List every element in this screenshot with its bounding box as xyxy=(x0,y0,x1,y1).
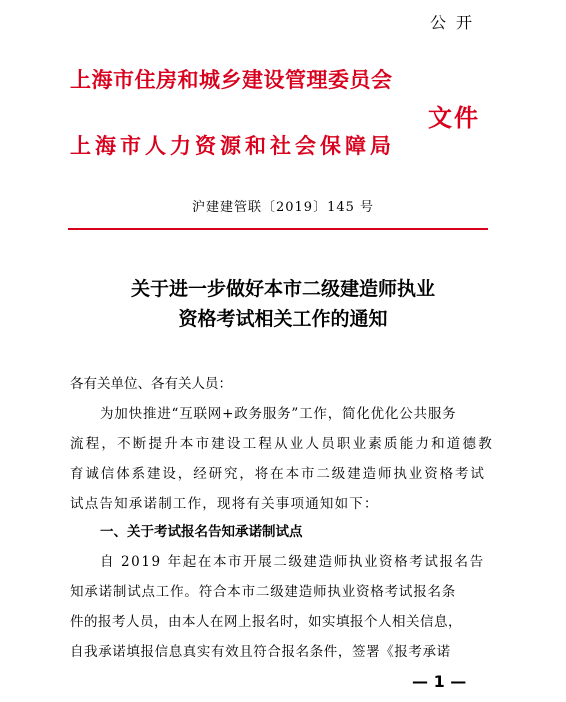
red-divider xyxy=(68,228,488,230)
paragraph-2-line: 知承诺制试点工作。符合本市二级建造师执业资格考试报名条 xyxy=(70,584,457,600)
paragraph-1-line: 育诚信体系建设，经研究，将在本市二级建造师执业资格考试 xyxy=(70,466,486,482)
document-title-line-1: 关于进一步做好本市二级建造师执业 xyxy=(130,278,435,300)
paragraph-1-line: 试点告知承诺制工作，现将有关事项通知如下： xyxy=(70,496,379,512)
document-title-line-2: 资格考试相关工作的通知 xyxy=(178,308,388,330)
disclosure-label: 公开 xyxy=(430,13,483,32)
paragraph-1-line: 为加快推进“互联网+政务服务”工作，简化优化公共服务 xyxy=(100,406,457,422)
paragraph-2-line: 件的报考人员，由本人在网上报名时，如实填报个人相关信息， xyxy=(70,614,462,630)
issuer-hr-bureau: 上海市人力资源和社会保障局 xyxy=(70,134,395,158)
document-number: 沪建建管联〔2019〕145 号 xyxy=(191,200,375,215)
greeting: 各有关单位、各有关人员： xyxy=(70,376,232,392)
document-word: 文件 xyxy=(428,104,480,132)
section-heading-1: 一、关于考试报名告知承诺制试点 xyxy=(100,524,303,540)
paragraph-2-line: 自我承诺填报信息真实有效且符合报名条件，签署《报考承诺 xyxy=(70,644,451,660)
paragraph-2-line: 自 2019 年起在本市开展二级建造师执业资格考试报名告 xyxy=(100,554,485,570)
issuer-housing-commission: 上海市住房和城乡建设管理委员会 xyxy=(70,68,393,92)
paragraph-1-line: 流程，不断提升本市建设工程从业人员职业素质能力和道德教 xyxy=(70,436,494,452)
page-number: — 1 — xyxy=(412,672,467,691)
